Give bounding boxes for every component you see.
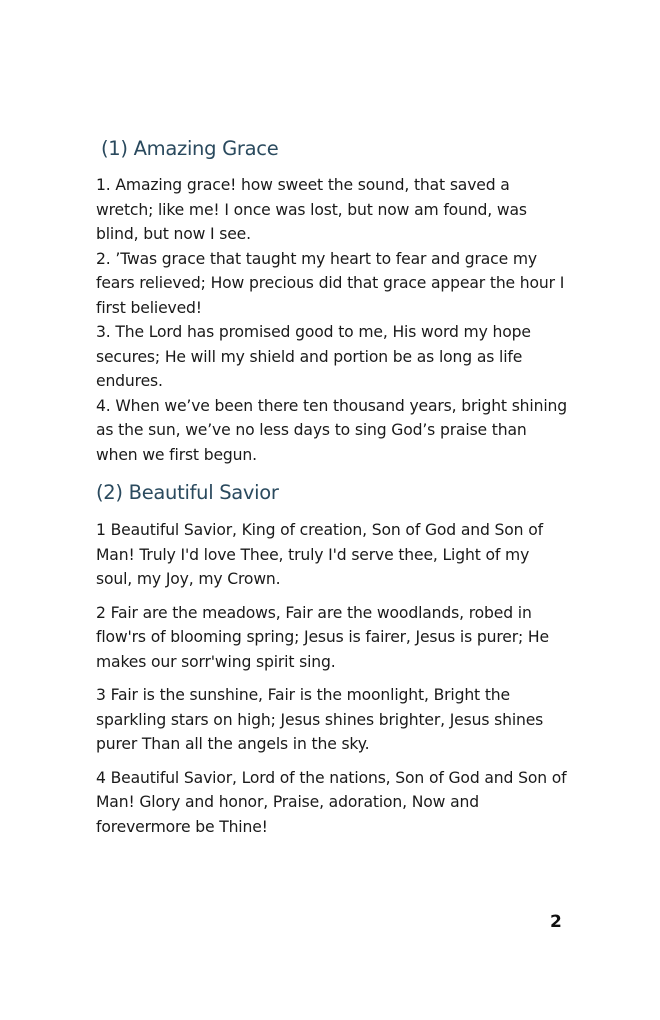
verse-paragraph: 3 Fair is the sunshine, Fair is the moonlight, Bright the sparkling stars on high; Jesus shines brighter, Jesus shines purer Than all the angels in the sky.: [96, 686, 544, 753]
verse-paragraph: 2 Fair are the meadows, Fair are the woodlands, robed in flow'rs of blooming spring; Jesus is fairer, Jesus is purer; He makes our sorr'wing spirit sing.: [96, 603, 549, 671]
hymn-amazing-grace: [96, 133, 568, 467]
verse-list: [96, 518, 568, 839]
verse-paragraph: 4 Beautiful Savior, Lord of the nations, Son of God and Son of Man! Glory and honor, Praise, adoration, Now and forevermore be Thine!: [96, 768, 567, 836]
verse-paragraph: 1. Amazing grace! how sweet the sound, that saved a wretch; like me! I once was lost, but now am found, was blind, but now I see.: [96, 176, 527, 243]
verse-paragraph: 1 Beautiful Savior, King of creation, Son of God and Son of Man! Truly I'd love Thee, truly I'd serve thee, Light of my soul, my Joy, my Crown.: [96, 521, 543, 588]
hymn-beautiful-savior: [96, 477, 568, 839]
verse-paragraph: 2. ’Twas grace that taught my heart to fear and grace my fears relieved; How precious did that grace appear the hour I first believed!: [96, 249, 565, 317]
page-number: 2: [550, 912, 562, 932]
section-heading: (1) Amazing Grace: [101, 137, 279, 160]
verse-list: [96, 173, 568, 467]
page-content: [96, 133, 568, 848]
section-heading: (2) Beautiful Savior: [96, 481, 279, 504]
verse-paragraph: 4. When we’ve been there ten thousand years, bright shining as the sun, we’ve no less days to sing God’s praise than when we first begun.: [96, 396, 567, 464]
verse-paragraph: 3. The Lord has promised good to me, His word my hope secures; He will my shield and portion be as long as life endures.: [96, 323, 531, 390]
